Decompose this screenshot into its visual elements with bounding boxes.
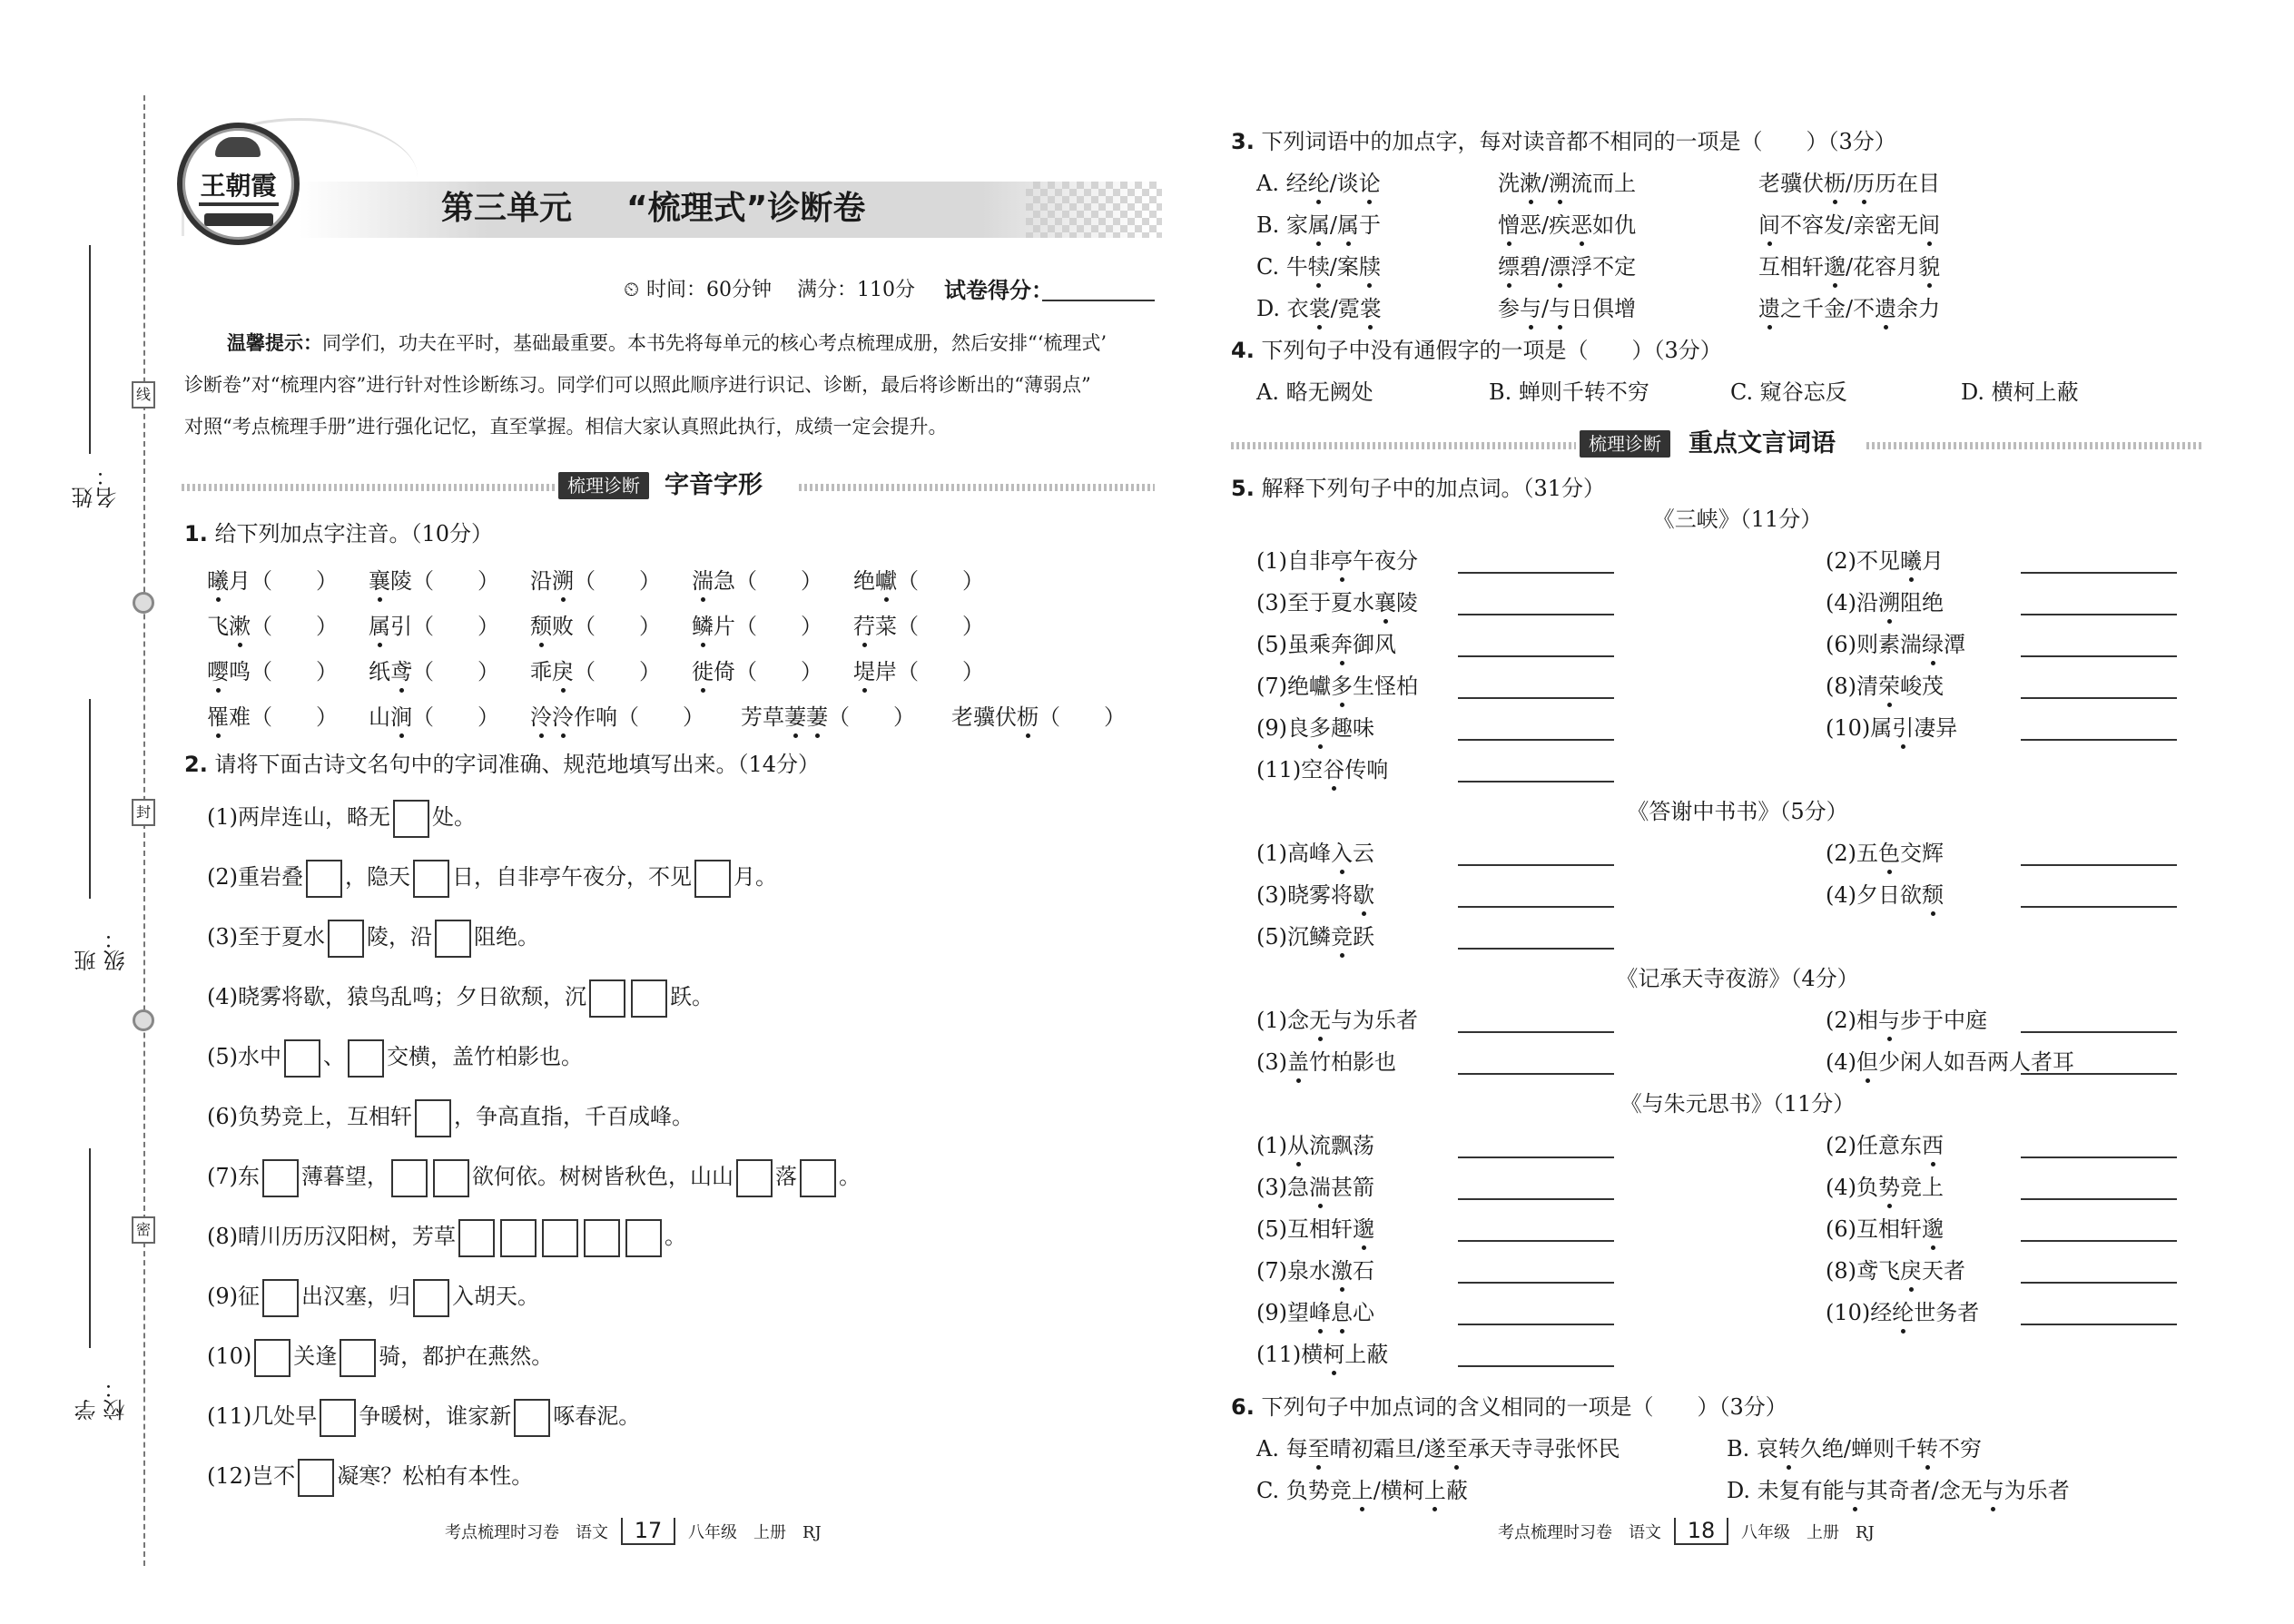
answer-line[interactable] bbox=[1458, 906, 1614, 908]
q6-option-a[interactable]: A. 每至晴初霜旦/遂至承天寺寻张怀民 bbox=[1256, 1436, 1620, 1462]
score-label: 试卷得分： bbox=[944, 278, 1053, 303]
section-title: 重点文言词语 bbox=[1689, 429, 1836, 458]
answer-box[interactable] bbox=[415, 1099, 451, 1137]
pinyin-item[interactable]: 飞漱（ ） bbox=[207, 614, 338, 639]
q4-title: 4. 下列句子中没有通假字的一项是（ ）（3分） bbox=[1231, 338, 1722, 363]
answer-line[interactable] bbox=[1458, 1365, 1614, 1367]
pinyin-item[interactable]: 纸鸢（ ） bbox=[369, 659, 499, 684]
answer-box[interactable] bbox=[284, 1039, 320, 1078]
q5-item: (3)盖竹柏影也 bbox=[1256, 1049, 1396, 1075]
pinyin-item[interactable]: 属引（ ） bbox=[369, 614, 499, 639]
option-d[interactable]: D. 衣裳/霓裳 bbox=[1256, 296, 1382, 321]
binding-ring-icon bbox=[133, 592, 154, 614]
answer-box[interactable] bbox=[393, 800, 429, 838]
school-field[interactable] bbox=[73, 1148, 129, 1421]
exam-full-score: 满分：110分 bbox=[797, 279, 915, 301]
answer-box[interactable] bbox=[413, 860, 449, 898]
answer-box[interactable] bbox=[306, 860, 342, 898]
school-label: 学校： bbox=[74, 1377, 129, 1421]
answer-box[interactable] bbox=[262, 1159, 299, 1197]
answer-line[interactable] bbox=[1458, 1324, 1614, 1325]
pinyin-item[interactable]: 曦月（ ） bbox=[207, 568, 338, 594]
q2-item: (1)两岸连山，略无 处。 bbox=[207, 795, 476, 839]
q1-title: 1. 给下列加点字注音。（10分） bbox=[184, 521, 494, 546]
q5-item: (3)至于夏水襄陵 bbox=[1256, 590, 1418, 615]
q5-item: (8)清荣峻茂 bbox=[1826, 674, 1944, 699]
class-field[interactable] bbox=[73, 699, 129, 971]
q5-item: (4)负势竞上 bbox=[1826, 1175, 1944, 1200]
q4-option-a[interactable]: A. 略无阙处 bbox=[1256, 379, 1373, 405]
q2-item: (5)水中 、 交横，盖竹柏影也。 bbox=[207, 1035, 583, 1078]
q4-option-c[interactable]: C. 窥谷忘反 bbox=[1730, 379, 1847, 405]
q2-item: (6)负势竞上，互相轩 ，争高直指，千百成峰。 bbox=[207, 1095, 694, 1138]
exam-time: 时间：60分钟 bbox=[646, 279, 772, 301]
answer-line[interactable] bbox=[1458, 781, 1614, 782]
q2-item: (2)重岩叠 ，隐天 日，自非亭午夜分，不见 月。 bbox=[207, 855, 777, 899]
answer-line[interactable] bbox=[2021, 1198, 2177, 1200]
binding-dash-line bbox=[143, 95, 145, 1566]
answer-line[interactable] bbox=[1458, 697, 1614, 699]
answer-box[interactable] bbox=[298, 1459, 334, 1497]
q5-item: (7)泉水激石 bbox=[1256, 1258, 1374, 1284]
tip-line-1: 温馨提示：同学们，功夫在平时，基础最重要。本书先将每单元的核心考点梳理成册，然后安排“‘梳理式’ bbox=[227, 332, 1108, 354]
q2-title: 2. 请将下面古诗文名句中的字词准确、规范地填写出来。（14分） bbox=[184, 752, 821, 777]
q5-item: (2)五色交辉 bbox=[1826, 841, 1944, 866]
answer-box[interactable] bbox=[736, 1159, 773, 1197]
q2-item: (9)征 出汉塞，归 入胡天。 bbox=[207, 1275, 539, 1318]
option-b[interactable]: B. 家属/属于 bbox=[1256, 212, 1381, 238]
answer-box[interactable] bbox=[320, 1399, 356, 1437]
pinyin-item[interactable]: 颓败（ ） bbox=[530, 614, 661, 639]
answer-box[interactable] bbox=[433, 1159, 469, 1197]
q6-title: 6. 下列句子中加点词的含义相同的一项是（ ）（3分） bbox=[1231, 1394, 1787, 1420]
section-header-zdwy bbox=[1231, 430, 2204, 458]
answer-box[interactable] bbox=[631, 979, 667, 1018]
section-header-zyzx bbox=[182, 472, 1155, 499]
answer-line[interactable] bbox=[1458, 572, 1614, 574]
answer-line[interactable] bbox=[1458, 614, 1614, 615]
tip-label: 温馨提示： bbox=[227, 332, 322, 354]
pinyin-item[interactable]: 山涧（ ） bbox=[369, 704, 499, 730]
q2-item: (10) 关逢 骑，都护在燕然。 bbox=[207, 1334, 553, 1378]
unit-title: 第三单元 bbox=[441, 190, 573, 227]
q2-item: (12)岂不 凝寒？松柏有本性。 bbox=[207, 1454, 533, 1498]
pinyin-item[interactable]: 泠泠作响（ ） bbox=[530, 704, 704, 730]
answer-box[interactable] bbox=[340, 1339, 376, 1377]
answer-box[interactable] bbox=[348, 1039, 384, 1078]
q5-item: (6)则素湍绿潭 bbox=[1826, 632, 1965, 657]
q5-group-title: 《三峡》（11分） bbox=[1652, 507, 1823, 532]
brand-logo-text: 王朝霞 bbox=[200, 171, 277, 201]
name-field[interactable] bbox=[72, 245, 121, 508]
pinyin-item[interactable]: 徙倚（ ） bbox=[692, 659, 822, 684]
answer-line[interactable] bbox=[2021, 1073, 2177, 1075]
class-label: 班级： bbox=[74, 928, 129, 971]
answer-line[interactable] bbox=[2021, 864, 2177, 866]
q5-item: (2)相与步于中庭 bbox=[1826, 1008, 1987, 1033]
tip-line-3: 对照“考点梳理手册”进行强化记忆，直至掌握。相信大家认真照此执行，成绩一定会提升。 bbox=[184, 416, 948, 438]
pinyin-item[interactable]: 湍急（ ） bbox=[692, 568, 822, 594]
q6-option-c[interactable]: C. 负势竞上/横柯上蔽 bbox=[1256, 1478, 1468, 1503]
q5-title: 5. 解释下列句子中的加点词。（31分） bbox=[1231, 476, 1606, 501]
answer-box[interactable] bbox=[625, 1219, 662, 1257]
q2-item: (4)晓雾将歇，猿鸟乱鸣；夕日欲颓，沉 跃。 bbox=[207, 975, 714, 1019]
answer-box[interactable] bbox=[413, 1279, 449, 1317]
pinyin-item[interactable]: 绝巘（ ） bbox=[853, 568, 984, 594]
answer-line[interactable] bbox=[1458, 1156, 1614, 1158]
pinyin-item[interactable]: 襄陵（ ） bbox=[369, 568, 499, 594]
q5-item: (6)互相轩邈 bbox=[1826, 1216, 1944, 1242]
q2-item: (3)至于夏水 陵，沿 阻绝。 bbox=[207, 915, 539, 959]
q5-group-title: 《答谢中书书》（5分） bbox=[1627, 799, 1848, 824]
q6-option-b[interactable]: B. 哀转久绝/蝉则千转不穷 bbox=[1727, 1436, 1982, 1462]
page-number: 18 bbox=[1674, 1518, 1728, 1545]
q5-item: (8)鸢飞戾天者 bbox=[1826, 1258, 1965, 1284]
answer-box[interactable] bbox=[391, 1159, 428, 1197]
pinyin-item[interactable]: 嘤鸣（ ） bbox=[207, 659, 338, 684]
name-label: 姓名： bbox=[72, 465, 121, 508]
binding-marker-secret: 密 bbox=[132, 1216, 155, 1244]
tip-line-2: 诊断卷”对“梳理内容”进行针对性诊断练习。同学们可以照此顺序进行识记、诊断，最后将诊断出的“薄弱点” bbox=[184, 374, 1091, 396]
answer-box[interactable] bbox=[694, 860, 731, 898]
answer-box[interactable] bbox=[589, 979, 625, 1018]
answer-box[interactable] bbox=[458, 1219, 495, 1257]
answer-line[interactable] bbox=[2021, 1031, 2177, 1033]
q4-option-b[interactable]: B. 蝉则千转不穷 bbox=[1489, 379, 1649, 405]
q5-item: (2)任意东西 bbox=[1826, 1133, 1944, 1158]
q4-option-d[interactable]: D. 横柯上蔽 bbox=[1961, 379, 2079, 405]
answer-box[interactable] bbox=[328, 920, 364, 958]
q5-item: (2)不见曦月 bbox=[1826, 548, 1944, 574]
answer-line[interactable] bbox=[2021, 655, 2177, 657]
answer-line[interactable] bbox=[1458, 1240, 1614, 1242]
q2-item: (7)东 薄暮望， 欲何依。树树皆秋色，山山 落 。 bbox=[207, 1155, 861, 1198]
pinyin-item[interactable]: 罹难（ ） bbox=[207, 704, 338, 730]
pinyin-item[interactable]: 老骥伏枥（ ） bbox=[951, 704, 1126, 730]
answer-box[interactable] bbox=[262, 1279, 299, 1317]
option-c[interactable]: C. 牛犊/案牍 bbox=[1256, 254, 1381, 280]
q5-item: (10)经纶世务者 bbox=[1826, 1300, 1980, 1325]
answer-line[interactable] bbox=[2021, 739, 2177, 741]
answer-line[interactable] bbox=[1458, 1031, 1614, 1033]
q5-item: (11)横柯上蔽 bbox=[1256, 1342, 1389, 1367]
answer-box[interactable] bbox=[435, 920, 471, 958]
answer-line[interactable] bbox=[2021, 697, 2177, 699]
q2-item: (8)晴川历历汉阳树，芳草 。 bbox=[207, 1215, 686, 1258]
answer-line[interactable] bbox=[1458, 864, 1614, 866]
answer-line[interactable] bbox=[1458, 1198, 1614, 1200]
answer-line[interactable] bbox=[1458, 739, 1614, 741]
answer-line[interactable] bbox=[1458, 1282, 1614, 1284]
pinyin-item[interactable]: 芳草萋萋（ ） bbox=[741, 704, 915, 730]
q5-item: (10)属引凄异 bbox=[1826, 715, 1958, 741]
answer-line[interactable] bbox=[1458, 948, 1614, 950]
page-number: 17 bbox=[621, 1518, 675, 1545]
pinyin-item[interactable]: 沿溯（ ） bbox=[530, 568, 661, 594]
q5-item: (1)念无与为乐者 bbox=[1256, 1008, 1418, 1033]
score-input[interactable] bbox=[1042, 300, 1155, 301]
brand-logo bbox=[177, 123, 300, 245]
answer-box[interactable] bbox=[542, 1219, 578, 1257]
q3-title: 3. 下列词语中的加点字，每对读音都不相同的一项是（ ）（3分） bbox=[1231, 129, 1896, 154]
footer-right: 考点梳理时习卷 语文 18 八年级 上册 RJ bbox=[1498, 1518, 1875, 1543]
answer-line[interactable] bbox=[1458, 655, 1614, 657]
binding-marker-line: 线 bbox=[132, 381, 155, 408]
answer-line[interactable] bbox=[2021, 572, 2177, 574]
q5-item: (1)高峰入云 bbox=[1256, 841, 1374, 866]
answer-box[interactable] bbox=[500, 1219, 537, 1257]
section-tag: 梳理诊断 bbox=[1580, 430, 1670, 458]
q5-item: (5)互相轩邈 bbox=[1256, 1216, 1374, 1242]
binding-ring-icon bbox=[133, 1009, 154, 1031]
answer-box[interactable] bbox=[514, 1399, 550, 1437]
answer-line[interactable] bbox=[2021, 614, 2177, 615]
answer-line[interactable] bbox=[2021, 906, 2177, 908]
answer-line[interactable] bbox=[2021, 1156, 2177, 1158]
q5-item: (4)沿溯阻绝 bbox=[1826, 590, 1944, 615]
q5-item: (3)急湍甚箭 bbox=[1256, 1175, 1374, 1200]
answer-line[interactable] bbox=[2021, 1282, 2177, 1284]
answer-line[interactable] bbox=[2021, 1240, 2177, 1242]
q5-item: (5)沉鳞竞跃 bbox=[1256, 924, 1374, 950]
q5-item: (9)良多趣味 bbox=[1256, 715, 1374, 741]
q2-item: (11)几处早 争暖树，谁家新 啄春泥。 bbox=[207, 1394, 640, 1438]
section-tag: 梳理诊断 bbox=[558, 472, 649, 499]
q5-item: (11)空谷传响 bbox=[1256, 757, 1389, 782]
footer-left: 考点梳理时习卷 语文 17 八年级 上册 RJ bbox=[445, 1518, 822, 1543]
q5-item: (3)晓雾将歇 bbox=[1256, 882, 1374, 908]
q5-group-title: 《与朱元思书》（11分） bbox=[1620, 1091, 1856, 1117]
checker-decoration bbox=[1026, 182, 1162, 238]
binding-marker-seal: 封 bbox=[132, 799, 155, 826]
q5-item: (4)夕日欲颓 bbox=[1826, 882, 1944, 908]
answer-box[interactable] bbox=[584, 1219, 620, 1257]
q5-item: (1)自非亭午夜分 bbox=[1256, 548, 1418, 574]
q5-item: (1)从流飘荡 bbox=[1256, 1133, 1374, 1158]
page-title: “梳理式”诊断卷 bbox=[626, 190, 866, 227]
pinyin-item[interactable]: 堤岸（ ） bbox=[853, 659, 984, 684]
q5-group-title: 《记承天寺夜游》（4分） bbox=[1616, 966, 1859, 991]
q5-item: (4)但少闲人如吾两人者耳 bbox=[1826, 1049, 2074, 1075]
clock-icon: ⏲ bbox=[624, 279, 640, 301]
answer-line[interactable] bbox=[2021, 1324, 2177, 1325]
q5-item: (9)望峰息心 bbox=[1256, 1300, 1374, 1325]
pinyin-item[interactable]: 荇菜（ ） bbox=[853, 614, 984, 639]
answer-box[interactable] bbox=[254, 1339, 290, 1377]
pinyin-item[interactable]: 乖戾（ ） bbox=[530, 659, 661, 684]
section-title: 字音字形 bbox=[665, 471, 763, 499]
q6-option-d[interactable]: D. 未复有能与其奇者/念无与为乐者 bbox=[1727, 1478, 2070, 1503]
answer-box[interactable] bbox=[800, 1159, 836, 1197]
option-a[interactable]: A. 经纶/谈论 bbox=[1256, 171, 1381, 196]
q5-item: (7)绝巘多生怪柏 bbox=[1256, 674, 1418, 699]
pinyin-item[interactable]: 鳞片（ ） bbox=[692, 614, 822, 639]
q5-item: (5)虽乘奔御风 bbox=[1256, 632, 1396, 657]
answer-line[interactable] bbox=[1458, 1073, 1614, 1075]
